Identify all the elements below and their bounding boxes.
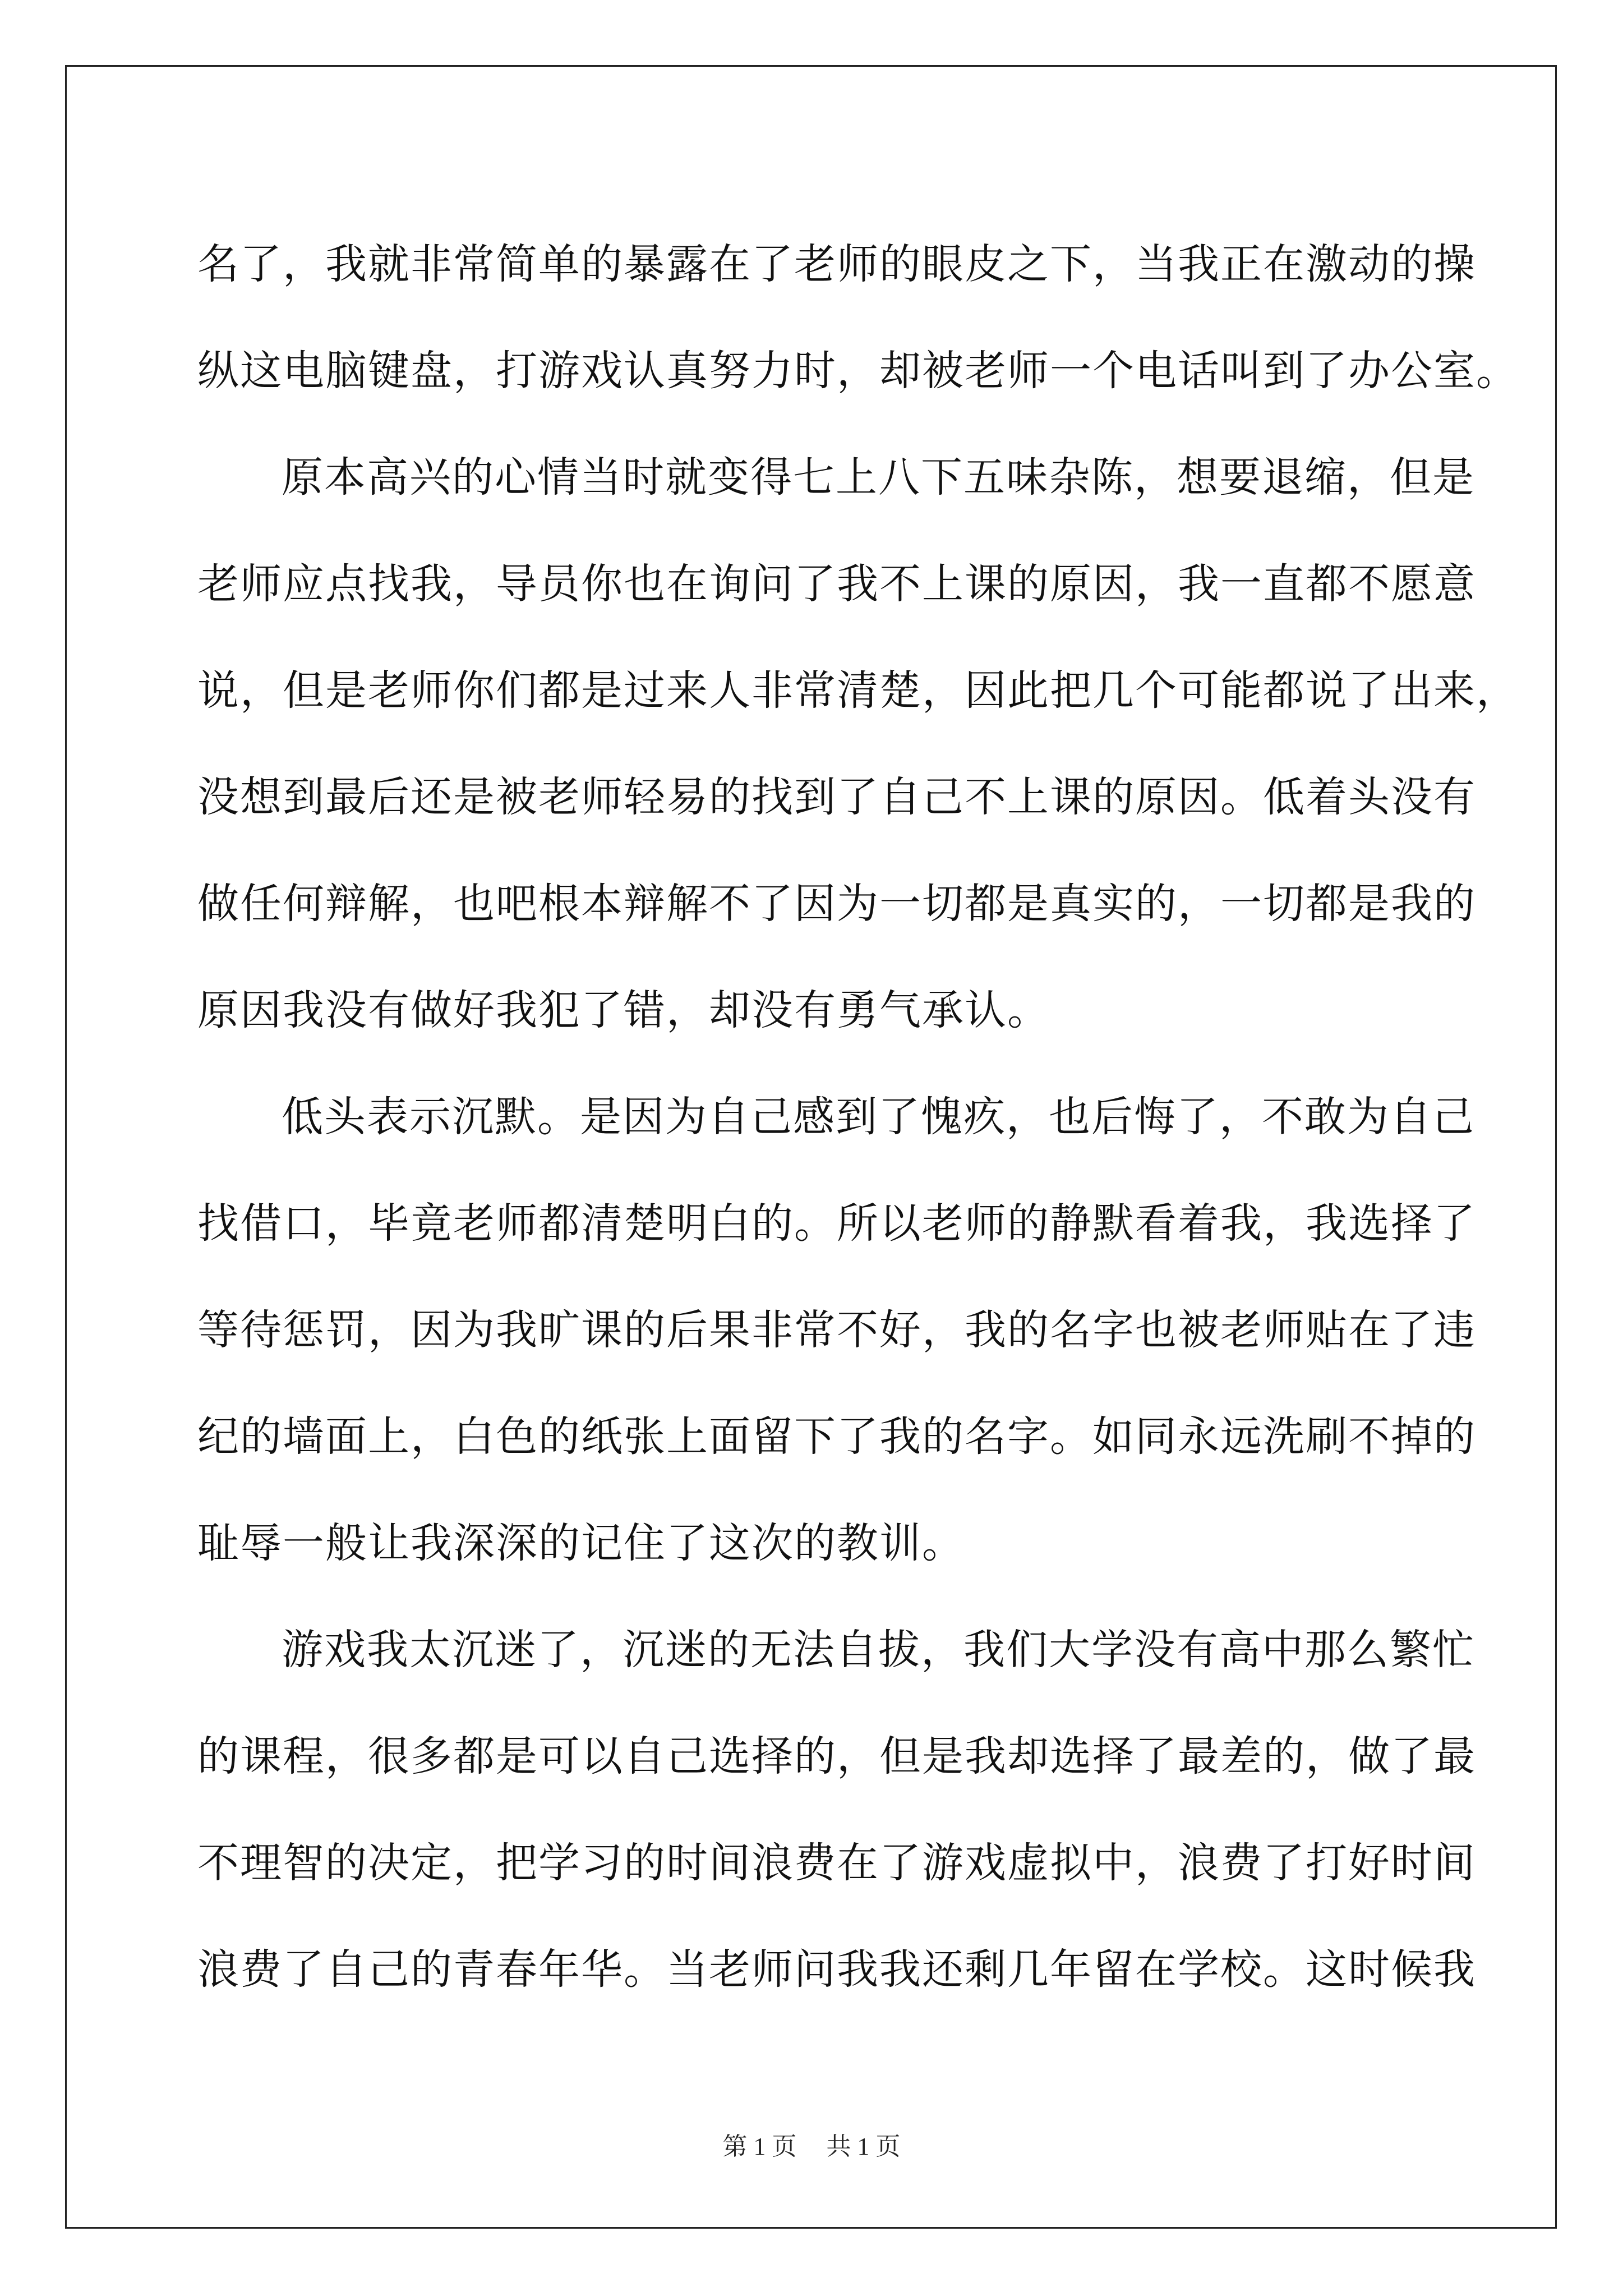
text-line: 等待惩罚，因为我旷课的后果非常不好，我的名字也被老师贴在了违 [197, 1306, 1476, 1354]
text-line: 老师应点找我，导员你也在询问了我不上课的原因，我一直都不愿意 [197, 560, 1476, 608]
text-line: 名了，我就非常简单的暴露在了老师的眼皮之下，当我正在激动的操 [197, 240, 1476, 288]
text-line: 不理智的决定，把学习的时间浪费在了游戏虚拟中，浪费了打好时间 [197, 1839, 1476, 1887]
text-line: 原因我没有做好我犯了错，却没有勇气承认。 [197, 986, 1050, 1034]
text-line: 的课程，很多都是可以自己选择的，但是我却选择了最差的，做了最 [197, 1732, 1476, 1780]
paragraph [197, 211, 1519, 424]
page-number: 第 1 页 [722, 2133, 797, 2160]
total-pages: 共 1 页 [826, 2133, 901, 2160]
paragraph [197, 1596, 1476, 2023]
text-line: 纪的墙面上，白色的纸张上面留下了我的名字。如同永远洗刷不掉的 [197, 1412, 1476, 1461]
text-line: 纵这电脑键盘，打游戏认真努力时，却被老师一个电话叫到了办公室。 [197, 347, 1519, 395]
text-line: 做任何辩解，也吧根本辩解不了因为一切都是真实的，一切都是我的 [197, 880, 1476, 928]
paragraph [197, 424, 1519, 1064]
text-line: 浪费了自己的青春年华。当老师问我我还剩几年留在学校。这时候我 [197, 1945, 1476, 1994]
paragraph [197, 1064, 1476, 1596]
document-body [197, 211, 1519, 2023]
page-footer [0, 2126, 1623, 2162]
text-line: 说，但是老师你们都是过来人非常清楚，因此把几个可能都说了出来， [197, 666, 1519, 715]
text-line: 找借口，毕竟老师都清楚明白的。所以老师的静默看着我，我选择了 [197, 1199, 1476, 1248]
text-line: 耻辱一般让我深深的记住了这次的教训。 [197, 1519, 965, 1567]
text-line: 游戏我太沉迷了，沉迷的无法自拔，我们大学没有高中那么繁忙 [282, 1626, 1475, 1674]
text-line: 原本高兴的心情当时就变得七上八下五味杂陈，想要退缩，但是 [282, 453, 1475, 501]
text-line: 没想到最后还是被老师轻易的找到了自己不上课的原因。低着头没有 [197, 773, 1476, 821]
text-line: 低头表示沉默。是因为自己感到了愧疚，也后悔了，不敢为自己 [282, 1093, 1475, 1141]
